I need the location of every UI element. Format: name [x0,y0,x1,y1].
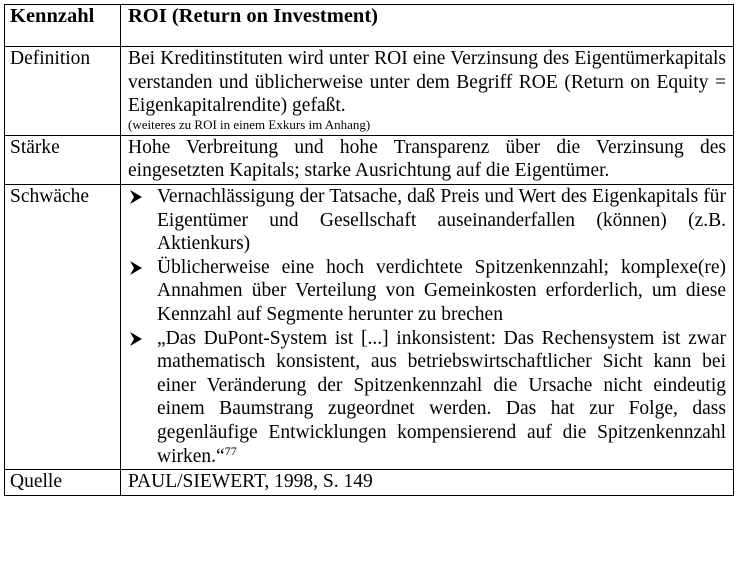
staerke-label: Stärke [5,135,121,184]
definition-cell [121,47,734,136]
schwaeche-bullet-2: Üblicherweise eine hoch verdichtete Spitzenkennzahl; komplexe(re) Annahmen über Verteilung von Gemeinkosten erforderlich, um diese Kennzahl auf Segmente herunter zu brechen [157,256,726,325]
schwaeche-cell [121,184,734,469]
footnote-reference: 77 [224,443,237,458]
table-header-row [5,5,734,47]
quelle-label: Quelle [5,470,121,496]
staerke-text: Hohe Verbreitung und hohe Transparenz über die Verzinsung des eingesetzten Kapitals; starke Ausrichtung auf die Eigentümer. [121,135,734,184]
list-item [128,327,726,469]
definition-row [5,47,734,136]
schwaeche-bullet-list [128,185,726,468]
definition-note: (weiteres zu ROI in einem Exkurs im Anhang) [128,116,371,132]
definition-label: Definition [5,47,121,136]
schwaeche-label: Schwäche [5,184,121,469]
arrowhead-bullet-icon [130,261,142,275]
quelle-text: PAUL/SIEWERT, 1998, S. 149 [121,470,734,496]
header-roi-title: ROI (Return on Investment) [121,5,734,47]
schwaeche-bullet-3: „Das DuPont-System ist [...] inkonsistent: Das Rechensystem ist zwar mathematisch konsistent, aus betriebswirtschaftlicher Sicht kann bei einer Veränderung der Spitzenkennzahl die Ursache nicht eindeutig einem Baumstrang zugeordnet werden. Das hat zur Folge, dass gegenläufige Entwicklungen kompensierend auf die Spitzenkennzahl wirken.“ [157,327,726,467]
arrowhead-bullet-icon [130,332,142,346]
arrowhead-bullet-icon [130,190,142,204]
schwaeche-row [5,184,734,469]
quelle-row [5,470,734,496]
definition-text: Bei Kreditinstituten wird unter ROI eine Verzinsung des Eigentümerkapitals verstanden und üblicherweise unter dem Begriff ROE (Return on Equity = Eigenkapitalrendite) gefaßt. [128,48,726,117]
kennzahl-table [4,4,734,496]
staerke-row [5,135,734,184]
header-kennzahl: Kennzahl [5,5,121,47]
list-item [128,185,726,256]
list-item [128,256,726,327]
schwaeche-bullet-1: Vernachlässigung der Tatsache, daß Preis und Wert des Eigenkapitals für Eigentümer und Gesellschaft auseinanderfallen (können) (z.B. Aktienkurs) [157,185,726,255]
